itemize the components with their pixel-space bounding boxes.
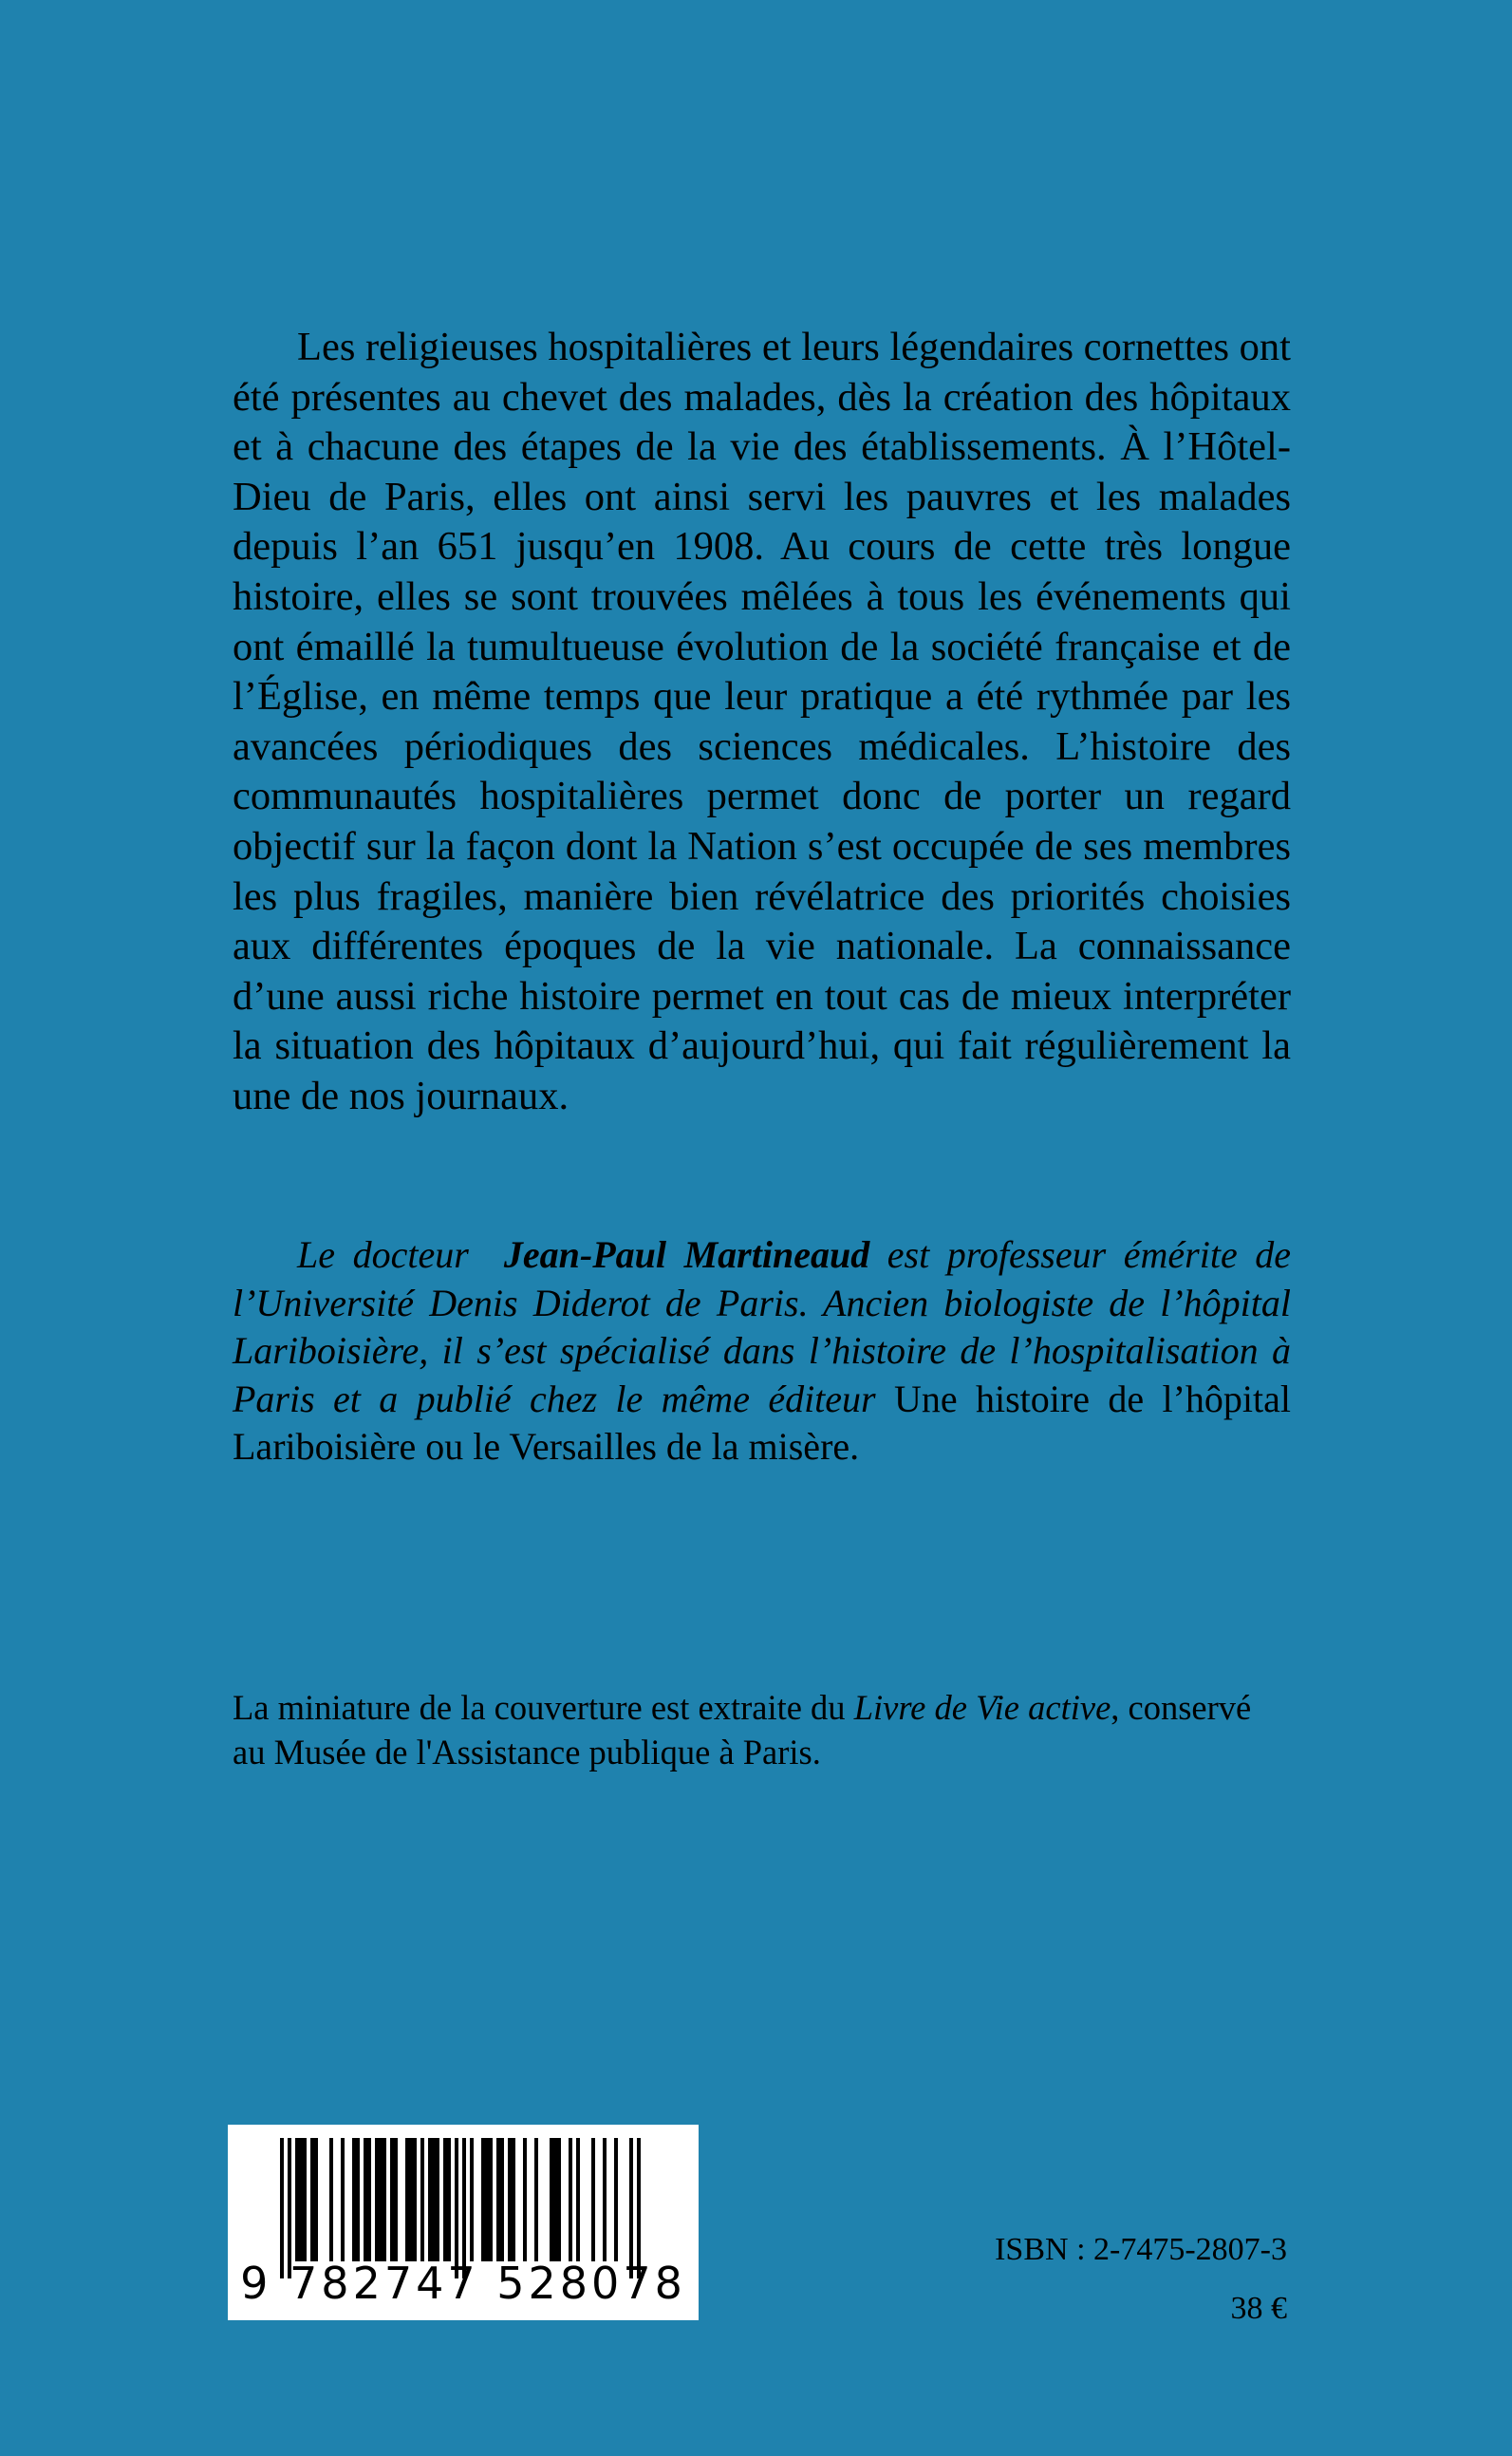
barcode-bar <box>447 2138 451 2261</box>
barcode-bar <box>310 2138 314 2261</box>
cover-credit <box>233 1685 1291 1774</box>
barcode-bar <box>489 2138 493 2261</box>
barcode <box>228 2125 699 2320</box>
barcode-bar <box>405 2138 409 2261</box>
barcode-bar <box>303 2138 307 2261</box>
barcode-bar <box>512 2138 515 2261</box>
cover-credit-source: Livre de Vie active <box>853 1688 1111 1727</box>
barcode-bar <box>409 2138 413 2261</box>
barcode-bar <box>390 2138 394 2261</box>
barcode-bar <box>352 2138 356 2261</box>
author-bio-intro: Le docteur <box>297 1233 469 1276</box>
barcode-bar <box>550 2138 553 2261</box>
barcode-digits: 9 782747 528078 <box>240 2258 686 2309</box>
barcode-bar <box>420 2138 424 2261</box>
price: 38 € <box>1230 2291 1287 2326</box>
barcode-bar <box>534 2138 538 2261</box>
barcode-bar <box>436 2138 439 2261</box>
author-bio <box>233 1231 1291 1472</box>
barcode-bar <box>394 2138 398 2261</box>
cover-credit-prefix: La miniature de la couverture est extraite du <box>233 1688 846 1727</box>
isbn: ISBN : 2-7475-2807-3 <box>995 2232 1287 2267</box>
barcode-bar <box>413 2138 417 2261</box>
barcode-bar <box>379 2138 383 2261</box>
barcode-bar <box>603 2138 607 2261</box>
author-bio-body: est professeur émérite de l’Université Denis Diderot de Paris. Ancien biologiste de l’hôpital Lariboisière, il s’est spécialisé dans l’histoire de l’hospitalisation à Paris et a publié chez le même éditeur <box>233 1233 1292 1420</box>
barcode-bar <box>500 2138 504 2261</box>
barcode-bar <box>341 2138 345 2261</box>
cover-credit-suffix: , conservé au Musée de l'Assistance publique à Paris. <box>233 1688 1252 1772</box>
barcode-bar <box>375 2138 379 2261</box>
barcode-bar <box>557 2138 561 2261</box>
barcode-bar <box>367 2138 371 2261</box>
barcode-bar <box>364 2138 367 2261</box>
barcode-bar <box>508 2138 512 2261</box>
barcode-bar <box>299 2138 303 2261</box>
barcode-bar <box>523 2138 527 2261</box>
barcode-bar <box>329 2138 333 2261</box>
barcode-bar <box>295 2138 299 2261</box>
barcode-bar <box>485 2138 489 2261</box>
barcode-bar <box>576 2138 580 2261</box>
barcode-bar <box>553 2138 557 2261</box>
summary-paragraph: Les religieuses hospitalières et leurs légendaires cornettes ont été présentes au chevet des malades, dès la création des hôpitaux et à chacune des étapes de la vie des établissements. À l’Hôtel-Dieu de Paris, elles ont ainsi servi les pauvres et les malades depuis l’an 651 jusqu’en 1908. Au cours de cette très longue histoire, elles se sont trouvées mêlées à tous les événements qui ont émaillé la tumultueuse évolution de la société française et de l’Église, en même temps que leur pratique a été rythmée par les avancées périodiques des sciences médicales. L’histoire des communautés hospitalières permet donc de porter un regard objectif sur la façon dont la Nation s’est occupée de ses membres les plus fragiles, manière bien révélatrice des priorités choisies aux différentes époques de la vie nationale. La connaissance d’une aussi riche histoire permet en tout cas de mieux interpréter la situation des hôpitaux d’aujourd’hui, qui fait régulièrement la une de nos journaux. <box>233 325 1291 1118</box>
author-book-title: Une histoire de l’hôpital Lariboisière ou le Versailles de la misère. <box>233 1377 1292 1468</box>
barcode-bar <box>428 2138 432 2261</box>
barcode-bar <box>443 2138 447 2261</box>
author-name: Jean-Paul Martineaud <box>503 1233 870 1276</box>
barcode-bar <box>314 2138 318 2261</box>
barcode-bar <box>432 2138 436 2261</box>
barcode-bar <box>383 2138 386 2261</box>
barcode-bar <box>569 2138 572 2261</box>
barcode-bar <box>496 2138 500 2261</box>
barcode-bar <box>591 2138 595 2261</box>
barcode-bar <box>470 2138 474 2261</box>
barcode-bar <box>356 2138 360 2261</box>
barcode-bar <box>614 2138 618 2261</box>
barcode-bar <box>481 2138 485 2261</box>
